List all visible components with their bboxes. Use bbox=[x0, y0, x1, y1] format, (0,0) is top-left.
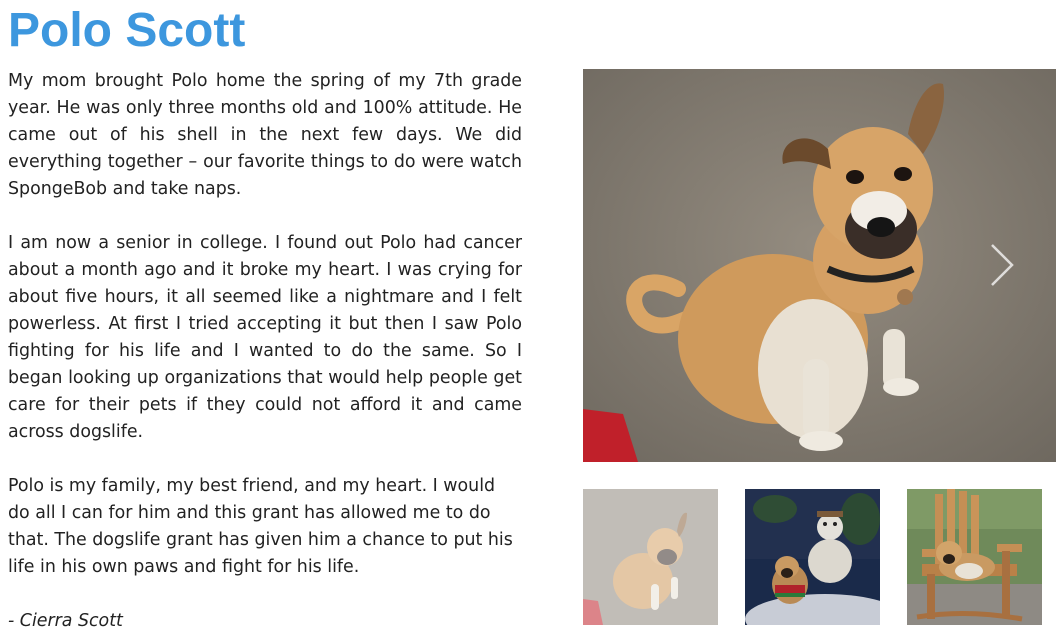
gallery-thumbnail-3[interactable] bbox=[907, 489, 1042, 625]
gallery-next-button[interactable] bbox=[986, 241, 1016, 289]
dog-chair-photo bbox=[907, 489, 1042, 625]
story-paragraph-3: Polo is my family, my best friend, and my heart. I would do all I can for him and this grant has allowed me to do that. The dogslife grant has given him a chance to put his life in his own paws and fight for his life. bbox=[8, 476, 513, 577]
story-signature: - Cierra Scott bbox=[8, 611, 123, 631]
page-title: Polo Scott bbox=[8, 4, 246, 57]
gallery-thumbnail-1[interactable] bbox=[583, 489, 718, 625]
gallery-thumbnail-2[interactable] bbox=[745, 489, 880, 625]
gallery-main-image[interactable] bbox=[583, 69, 1056, 462]
story-paragraph-2: I am now a senior in college. I found out Polo had cancer about a month ago and it broke my heart. I was crying for about five hours, it all seemed like a nightmare and I felt powerless. At first I tried accepting it but then I saw Polo fighting for his life and I wanted to do the same. So I began looking up organizations that would help people get care for their pets if they could not afford it and came across dogslife. bbox=[8, 233, 522, 442]
story-text bbox=[8, 68, 522, 635]
dog-snowman-photo bbox=[745, 489, 880, 625]
dog-photo-thumb-1 bbox=[583, 489, 718, 625]
chevron-right-icon bbox=[986, 241, 1016, 289]
story-paragraph-1: My mom brought Polo home the spring of my 7th grade year. He was only three months old and 100% attitude. He came out of his shell in the next few days. We did everything together – our favorite things to do were watch SpongeBob and take naps. bbox=[8, 71, 522, 199]
